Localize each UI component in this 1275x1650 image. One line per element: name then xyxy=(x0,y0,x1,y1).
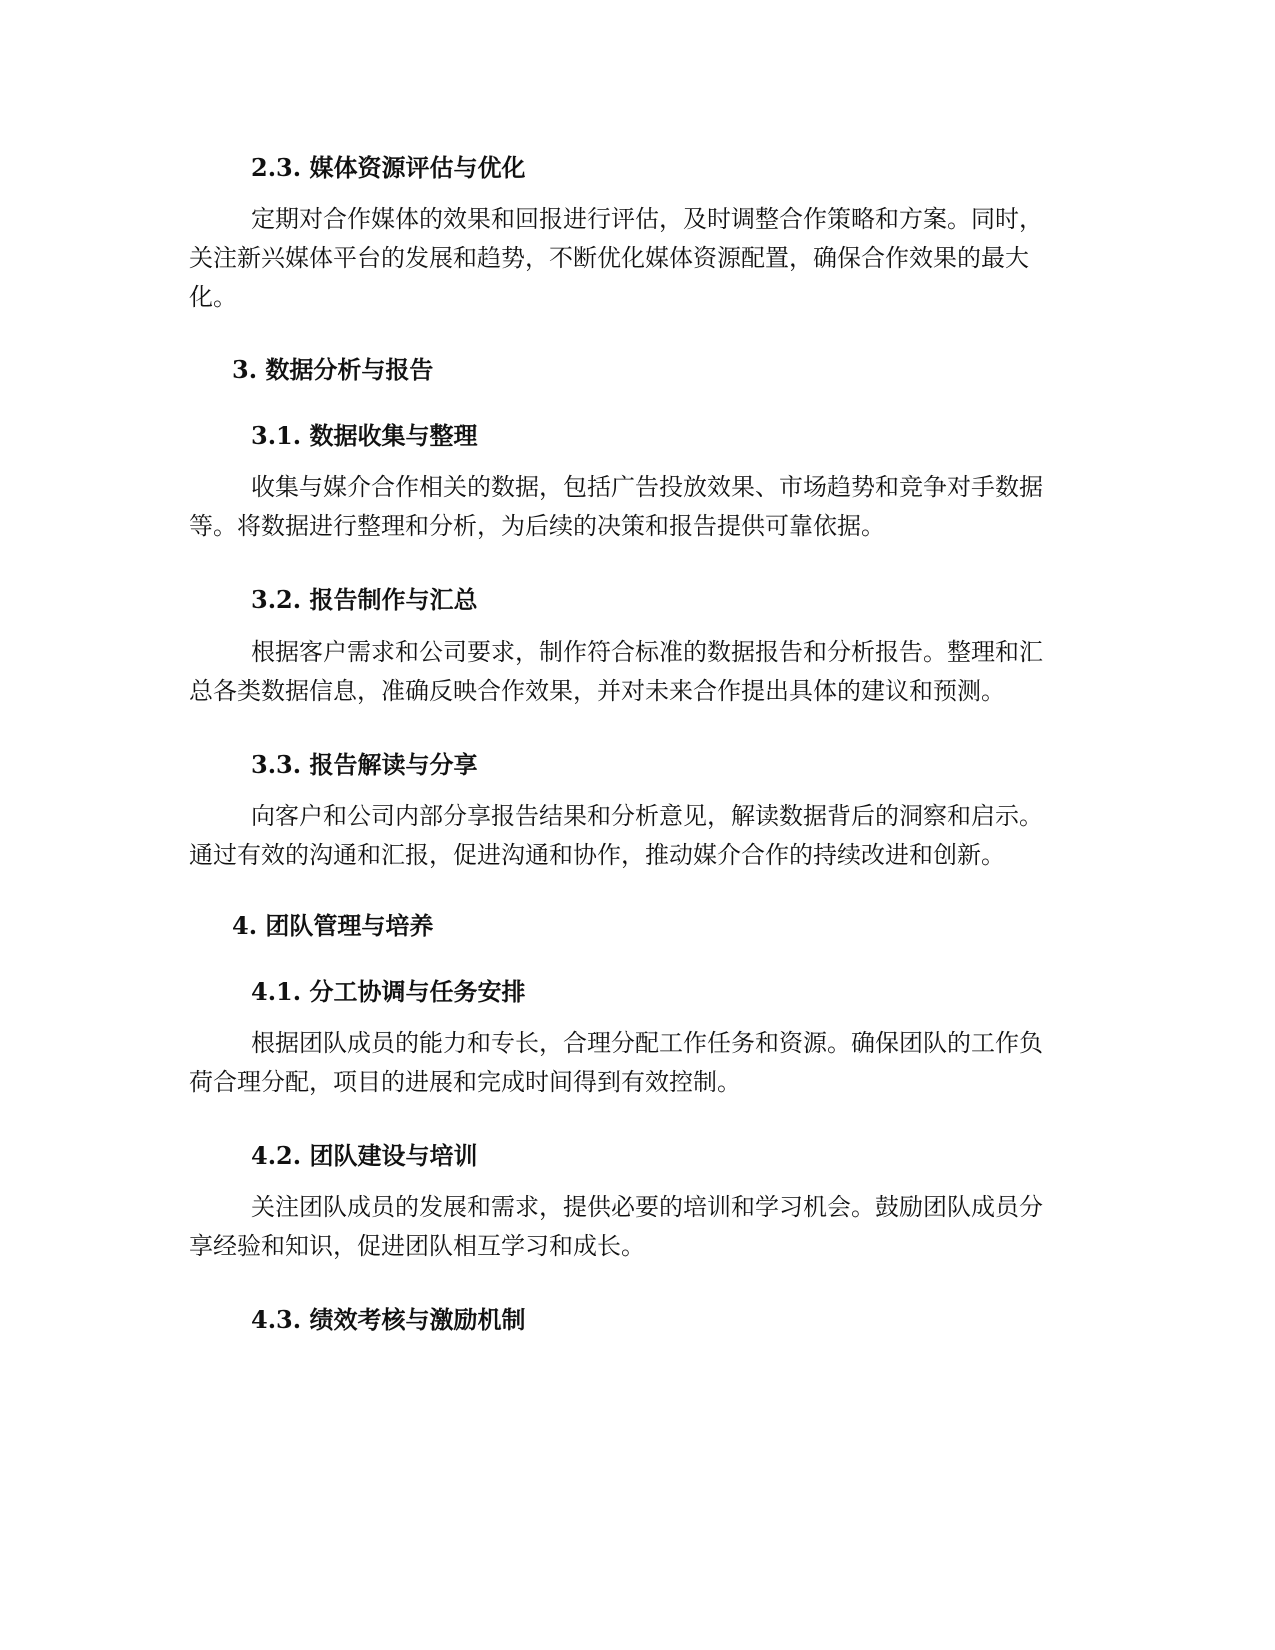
paragraph-line: 定期对合作媒体的效果和回报进行评估，及时调整合作策略和方案。同时， xyxy=(251,205,1043,233)
heading-3-3: 3.3. 报告解读与分享 xyxy=(251,750,478,779)
paragraph-line: 根据客户需求和公司要求，制作符合标准的数据报告和分析报告。整理和汇 xyxy=(251,638,1043,666)
paragraph-line: 根据团队成员的能力和专长，合理分配工作任务和资源。确保团队的工作负 xyxy=(251,1029,1043,1057)
heading-4-3: 4.3. 绩效考核与激励机制 xyxy=(251,1305,526,1334)
paragraph-line: 享经验和知识，促进团队相互学习和成长。 xyxy=(189,1232,645,1260)
paragraph-3-1 xyxy=(189,468,1074,546)
paragraph-line: 关注新兴媒体平台的发展和趋势，不断优化媒体资源配置，确保合作效果的最大 xyxy=(189,244,1029,272)
paragraph-line: 荷合理分配，项目的进展和完成时间得到有效控制。 xyxy=(189,1068,741,1096)
heading-4-2: 4.2. 团队建设与培训 xyxy=(251,1141,478,1170)
paragraph-line: 化。 xyxy=(189,283,237,311)
paragraph-line: 向客户和公司内部分享报告结果和分析意见，解读数据背后的洞察和启示。 xyxy=(251,802,1043,830)
paragraph-2-3 xyxy=(189,200,1074,317)
paragraph-line: 关注团队成员的发展和需求，提供必要的培训和学习机会。鼓励团队成员分 xyxy=(251,1193,1043,1221)
paragraph-line: 等。将数据进行整理和分析，为后续的决策和报告提供可靠依据。 xyxy=(189,512,885,540)
paragraph-4-1 xyxy=(189,1024,1074,1102)
paragraph-3-3 xyxy=(189,797,1074,875)
heading-3-1: 3.1. 数据收集与整理 xyxy=(251,421,478,450)
heading-2-3: 2.3. 媒体资源评估与优化 xyxy=(251,153,526,182)
heading-4-1: 4.1. 分工协调与任务安排 xyxy=(251,977,526,1006)
paragraph-line: 收集与媒介合作相关的数据，包括广告投放效果、市场趋势和竞争对手数据 xyxy=(251,473,1043,501)
paragraph-line: 总各类数据信息，准确反映合作效果，并对未来合作提出具体的建议和预测。 xyxy=(189,677,1005,705)
heading-3: 3. 数据分析与报告 xyxy=(232,355,434,384)
heading-3-2: 3.2. 报告制作与汇总 xyxy=(251,585,478,614)
paragraph-4-2 xyxy=(189,1188,1074,1266)
paragraph-3-2 xyxy=(189,633,1074,711)
heading-4: 4. 团队管理与培养 xyxy=(232,911,434,940)
paragraph-line: 通过有效的沟通和汇报，促进沟通和协作，推动媒介合作的持续改进和创新。 xyxy=(189,841,1005,869)
